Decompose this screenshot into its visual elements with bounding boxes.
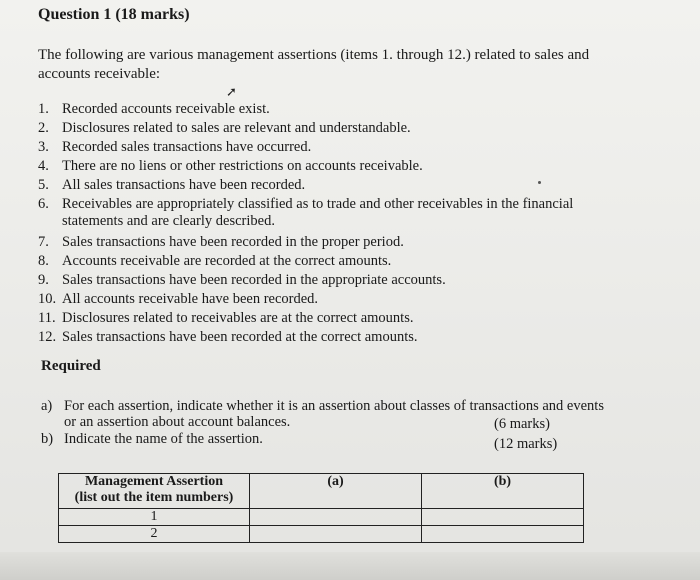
answer-table bbox=[58, 473, 584, 543]
requirement-b-text: Indicate the name of the assertion. bbox=[64, 431, 263, 447]
table-row bbox=[59, 509, 584, 526]
assertion-number: 2. bbox=[38, 120, 49, 136]
assertion-text: All sales transactions have been recorded. bbox=[62, 177, 306, 193]
header-col-a: (a) bbox=[250, 474, 422, 509]
assertion-number: 5. bbox=[38, 177, 49, 193]
assertion-number: 12. bbox=[38, 329, 57, 345]
assertion-text: Sales transactions have been recorded in the appropriate accounts. bbox=[62, 272, 446, 288]
item-number-cell: 1 bbox=[59, 509, 250, 526]
assertion-text: Disclosures related to sales are relevant and understandable. bbox=[62, 120, 411, 136]
assertion-item bbox=[38, 310, 638, 329]
requirement-a-text-line-1: For each assertion, indicate whether it is an assertion about classes of transactions and events bbox=[64, 398, 604, 414]
assertion-number: 10. bbox=[38, 291, 57, 307]
table-row bbox=[59, 526, 584, 543]
requirement-b-marks: (12 marks) bbox=[494, 436, 558, 452]
required-heading: Required bbox=[41, 358, 101, 374]
mouse-cursor-icon: ➚ bbox=[226, 84, 237, 99]
assertion-item bbox=[38, 177, 638, 196]
assertion-text: Sales transactions have been recorded at the correct amounts. bbox=[62, 329, 418, 345]
question-title: Question 1 (18 marks) bbox=[38, 6, 190, 23]
assertion-item bbox=[38, 291, 638, 310]
requirement-b-label: b) bbox=[41, 431, 54, 447]
page-bottom-edge bbox=[0, 552, 700, 580]
assertion-list bbox=[38, 101, 638, 348]
assertion-text: Sales transactions have been recorded in the proper period. bbox=[62, 234, 404, 250]
item-number-cell: 2 bbox=[59, 526, 250, 543]
assertion-text: Receivables are appropriately classified as to trade and other receivables in the financial statements and are clearly described. bbox=[62, 196, 574, 229]
assertion-item bbox=[38, 253, 638, 272]
header-col1-line1: Management Assertion bbox=[84, 474, 224, 489]
requirement-a-text-line-2: or an assertion about account balances. bbox=[64, 414, 291, 430]
requirement-a-label: a) bbox=[41, 398, 53, 414]
assertion-text: Recorded sales transactions have occurred. bbox=[62, 139, 312, 155]
assertion-number: 9. bbox=[38, 272, 49, 288]
answer-b-cell[interactable] bbox=[422, 526, 584, 543]
assertion-item bbox=[38, 120, 638, 139]
assertion-text: Disclosures related to receivables are at the correct amounts. bbox=[62, 310, 414, 326]
answer-table-header-row bbox=[59, 474, 584, 509]
assertion-item bbox=[38, 272, 638, 291]
assertion-item bbox=[38, 234, 638, 253]
header-col-b: (b) bbox=[422, 474, 584, 509]
assertion-item bbox=[38, 101, 638, 120]
assertion-text: Recorded accounts receivable exist. bbox=[62, 101, 270, 117]
assertion-item bbox=[38, 329, 638, 348]
answer-b-cell[interactable] bbox=[422, 509, 584, 526]
intro-text-line-1: The following are various management assertions (items 1. through 12.) related to sales and bbox=[38, 47, 590, 63]
assertion-number: 8. bbox=[38, 253, 49, 269]
answer-a-cell[interactable] bbox=[250, 509, 422, 526]
assertion-item bbox=[38, 139, 638, 158]
assertion-number: 7. bbox=[38, 234, 49, 250]
intro-text-line-2: accounts receivable: bbox=[38, 66, 161, 82]
assertion-text: Accounts receivable are recorded at the correct amounts. bbox=[62, 253, 392, 269]
requirement-a-marks: (6 marks) bbox=[494, 416, 550, 432]
assertion-number: 4. bbox=[38, 158, 49, 174]
answer-a-cell[interactable] bbox=[250, 526, 422, 543]
assertion-number: 6. bbox=[38, 196, 49, 212]
assertion-number: 1. bbox=[38, 101, 49, 117]
assertion-text: There are no liens or other restrictions on accounts receivable. bbox=[62, 158, 423, 174]
assertion-text: All accounts receivable have been recorded. bbox=[62, 291, 319, 307]
assertion-item bbox=[38, 158, 638, 177]
assertion-number: 11. bbox=[38, 310, 56, 326]
assertion-item bbox=[38, 196, 638, 234]
header-col1-line2: (list out the item numbers) bbox=[74, 490, 234, 505]
header-management-assertion bbox=[59, 474, 250, 509]
assertion-number: 3. bbox=[38, 139, 49, 155]
